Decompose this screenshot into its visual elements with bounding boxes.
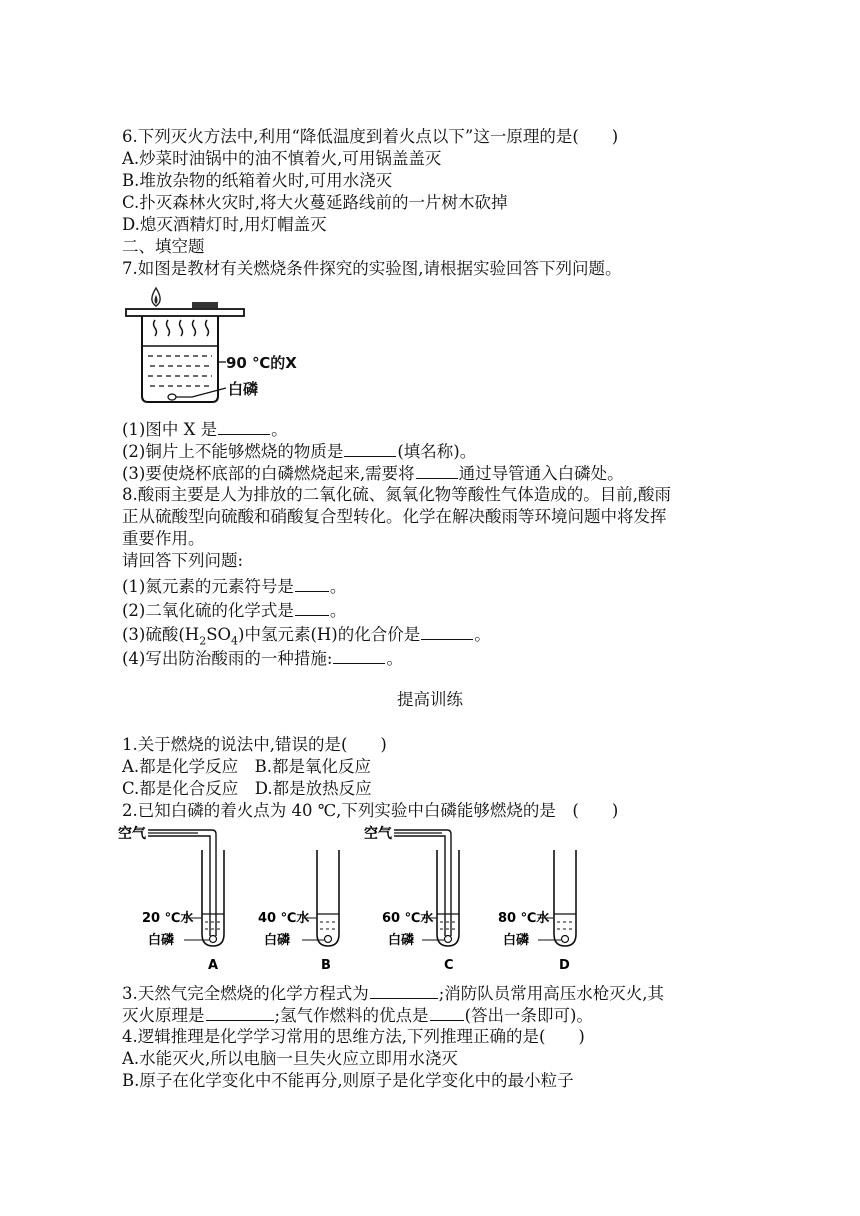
- label-white-phosphorus: 白磷: [503, 933, 530, 948]
- label-water-temp: 20 ℃水: [142, 911, 194, 926]
- label-white-phosphorus: 白磷: [148, 933, 175, 948]
- adv-q1-options-cd: C.都是化合反应 D.都是放热反应: [122, 779, 372, 798]
- label-water-temp: 60 ℃水: [382, 911, 434, 926]
- label-air: 空气: [364, 826, 392, 842]
- q6-option-b: B.堆放杂物的纸箱着火时,可用水浇灭: [122, 171, 393, 190]
- label-white-phosphorus: 白磷: [228, 380, 259, 398]
- adv-q1-options-ab: A.都是化学反应 B.都是氧化反应: [122, 757, 372, 776]
- water-dashes: [148, 356, 212, 386]
- label-white-phosphorus: 白磷: [264, 933, 291, 948]
- section-heading-fill-in: 二、填空题: [122, 237, 205, 256]
- red-phosphorus-mark: [192, 302, 218, 308]
- q8-part1: (1)氮元素的元素符号是 。: [122, 577, 347, 596]
- tube-a: [118, 825, 224, 973]
- q6-stem: 6.下列灭火方法中,利用“降低温度到着火点以下”这一原理的是( ): [122, 127, 619, 146]
- white-phosphorus: [168, 394, 176, 400]
- q8-line-2: 正从硫酸型向硫酸和硝酸复合型转化。化学在解决酸雨等环境问题中将发挥: [122, 507, 667, 526]
- q8-line-4: 请回答下列问题:: [122, 551, 244, 570]
- adv-q4-stem: 4.逻辑推理是化学学习常用的思维方法,下列推理正确的是( ): [122, 1027, 585, 1046]
- q7-stem: 7.如图是教材有关燃烧条件探究的实验图,请根据实验回答下列问题。: [122, 259, 622, 278]
- q8-part3: (3)硫酸$(H_2SO_4)$中氢元素(H)的化合价是 。: [122, 625, 491, 648]
- tube-d: [498, 850, 576, 973]
- q6-option-c: C.扑灭森林火灾时,将大火蔓延路线前的一片树木砍掉: [122, 193, 508, 212]
- tube-b: [258, 850, 339, 973]
- tube-letter: A: [208, 958, 219, 973]
- answer-blank[interactable]: [430, 1004, 464, 1021]
- label-water-x: 90 ℃的X: [226, 354, 297, 372]
- adv-q2-stem: 2.已知白磷的着火点为 40 ℃,下列实验中白磷能够燃烧的是 ( ): [122, 801, 619, 820]
- q8-part4: (4)写出防治酸雨的一种措施: 。: [122, 649, 403, 668]
- answer-blank[interactable]: [370, 982, 438, 999]
- label-air: 空气: [118, 826, 146, 842]
- answer-blank[interactable]: [206, 1004, 274, 1021]
- adv-q4-option-b: B.原子在化学变化中不能再分,则原子是化学变化中的最小粒子: [122, 1071, 574, 1090]
- adv-q3-line-2: 灭火原理是 ;氢气作燃料的优点是 (答出一条即可)。: [122, 1006, 593, 1025]
- answer-blank[interactable]: [295, 599, 329, 616]
- answer-blank[interactable]: [344, 440, 396, 457]
- q8-part2: (2)二氧化硫的化学式是 。: [122, 601, 347, 620]
- beaker: [142, 316, 218, 402]
- q7-part3: (3)要使烧杯底部的白磷燃烧起来,需要将 通过导管通入白磷处。: [122, 464, 624, 483]
- answer-blank[interactable]: [333, 647, 385, 664]
- adv-q4-option-a: A.水能灭火,所以电脑一旦失火应立即用水浇灭: [122, 1049, 458, 1068]
- q6-option-a: A.炒菜时油锅中的油不慎着火,可用锅盖盖灭: [122, 149, 442, 168]
- copper-sheet: [126, 309, 244, 316]
- tube-c: [364, 825, 459, 973]
- tube-letter: C: [444, 958, 454, 973]
- answer-blank[interactable]: [218, 418, 270, 435]
- q7-beaker-figure: [122, 284, 312, 408]
- answer-blank[interactable]: [421, 623, 473, 640]
- adv-q3-line-1: 3.天然气完全燃烧的化学方程式为 ;消防队员常用高压水枪灭火,其: [122, 984, 665, 1003]
- q6-option-d: D.熄灭酒精灯时,用灯帽盖灭: [122, 215, 327, 234]
- answer-blank[interactable]: [416, 462, 458, 479]
- q8-line-1: 8.酸雨主要是人为排放的二氧化硫、氮氧化物等酸性气体造成的。目前,酸雨: [122, 485, 671, 504]
- q7-part2: (2)铜片上不能够燃烧的物质是 (填名称)。: [122, 442, 477, 461]
- tube-letter: B: [321, 958, 331, 973]
- adv-q2-test-tube-figure: [118, 822, 718, 974]
- q7-part1: (1)图中 X 是 。: [122, 420, 288, 439]
- tube-letter: D: [559, 958, 570, 973]
- answer-blank[interactable]: [295, 575, 329, 592]
- label-water-temp: 80 ℃水: [498, 911, 550, 926]
- section-title-advanced: 提高训练: [397, 690, 463, 709]
- adv-q1-stem: 1.关于燃烧的说法中,错误的是( ): [122, 735, 387, 754]
- q8-line-3: 重要作用。: [122, 529, 205, 548]
- label-white-phosphorus: 白磷: [388, 933, 415, 948]
- label-water-temp: 40 ℃水: [258, 911, 310, 926]
- steam-lines: [154, 320, 209, 336]
- flame-icon: [152, 288, 160, 306]
